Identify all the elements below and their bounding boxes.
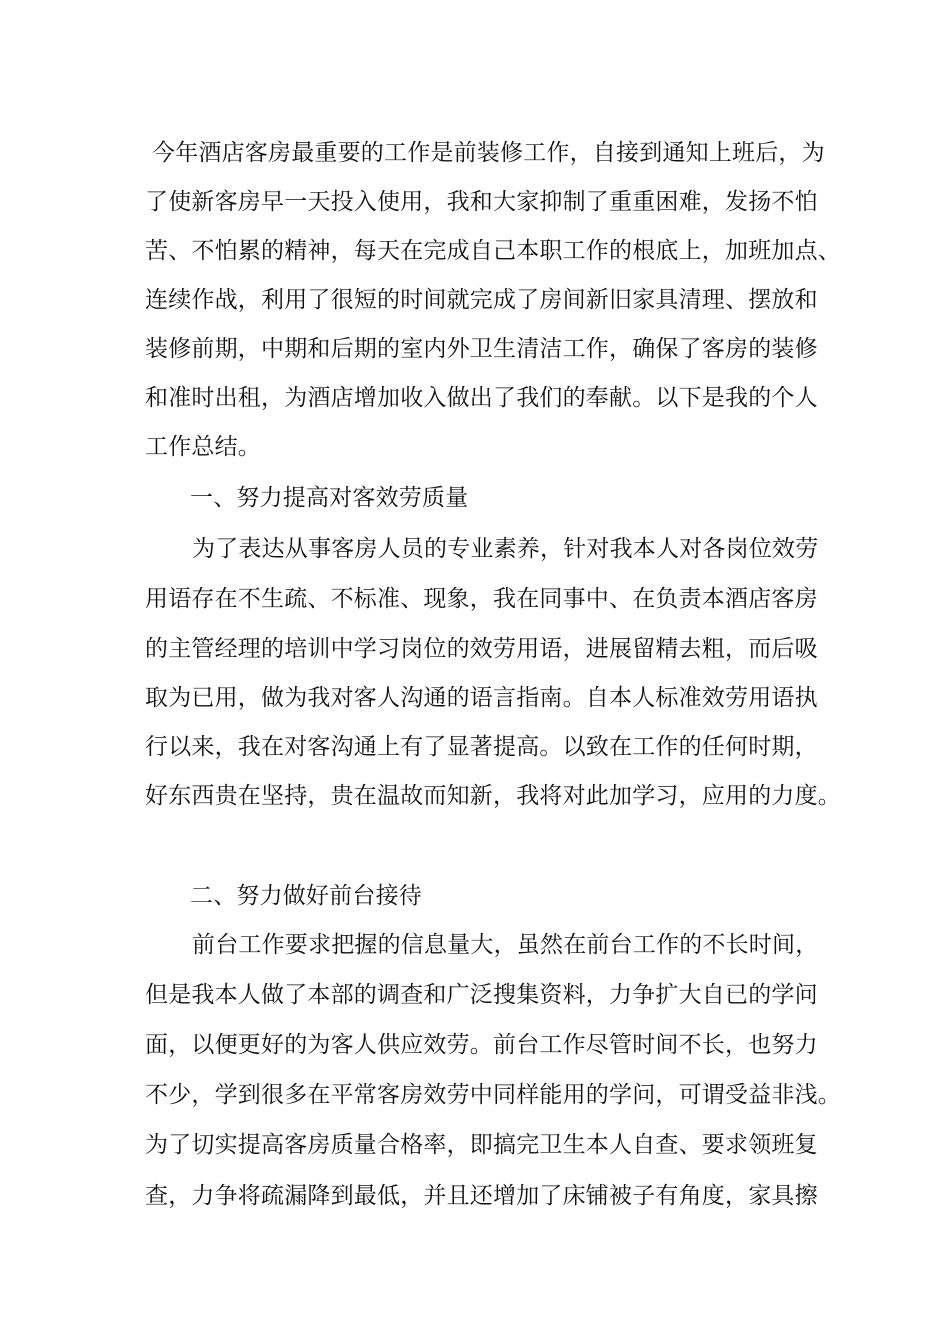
text-line: 连续作战，利用了很短的时间就完成了房间新旧家具清理、摆放和 <box>145 287 818 313</box>
text-line: 前台工作要求把握的信息量大，虽然在前台工作的不长时间， <box>192 932 819 958</box>
text-line: 今年酒店客房最重要的工作是前装修工作，自接到通知上班后，为 <box>152 140 825 166</box>
section-heading-2: 二、努力做好前台接待 <box>190 883 422 909</box>
text-line: 了使新客房早一天投入使用，我和大家抑制了重重困难，发扬不怕 <box>145 189 818 215</box>
text-line: 不少，学到很多在平常客房效劳中同样能用的学问，可谓受益非浅。 <box>145 1082 841 1108</box>
text-line: 为了切实提高客房质量合格率，即搞完卫生本人自查、要求领班复 <box>145 1132 818 1158</box>
text-line: 好东西贵在坚持，贵在温故而知新，我将对此加学习，应用的力度。 <box>145 783 841 809</box>
text-line: 行以来，我在对客沟通上有了显著提高。以致在工作的任何时期， <box>145 734 818 760</box>
text-line: 工作总结。 <box>145 434 261 460</box>
text-line: 取为已用，做为我对客人沟通的语言指南。自本人标准效劳用语执 <box>145 685 818 711</box>
text-line: 为了表达从事客房人员的专业素养，针对我本人对各岗位效劳 <box>192 536 819 562</box>
text-line: 和准时出租，为酒店增加收入做出了我们的奉献。以下是我的个人 <box>145 385 818 411</box>
text-line: 装修前期，中期和后期的室内外卫生清洁工作，确保了客房的装修 <box>145 336 818 362</box>
section-heading-1: 一、努力提高对客效劳质量 <box>190 485 469 511</box>
text-line: 面，以便更好的为客人供应效劳。前台工作尽管时间不长，也努力 <box>145 1032 818 1058</box>
text-line: 的主管经理的培训中学习岗位的效劳用语，进展留精去粗，而后吸 <box>145 636 818 662</box>
text-line: 用语存在不生疏、不标准、现象，我在同事中、在负责本酒店客房 <box>145 586 818 612</box>
text-line: 查，力争将疏漏降到最低，并且还增加了床铺被子有角度，家具擦 <box>145 1183 818 1209</box>
text-line: 苦、不怕累的精神，每天在完成自己本职工作的根底上，加班加点、 <box>145 238 841 264</box>
text-line: 但是我本人做了本部的调查和广泛搜集资料，力争扩大自已的学问 <box>145 982 818 1008</box>
